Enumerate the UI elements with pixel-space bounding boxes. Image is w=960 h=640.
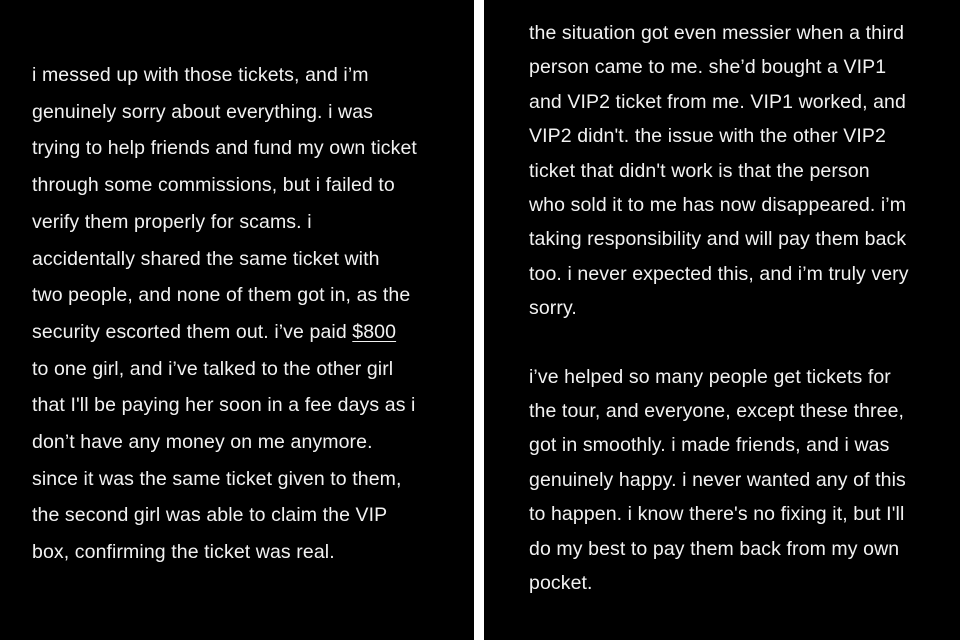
- text-line: genuinely happy. i never wanted any of this: [529, 468, 906, 491]
- text-fragment: security escorted them out. i’ve paid: [32, 320, 353, 343]
- text-line: since it was the same ticket given to them,: [32, 467, 402, 490]
- text-line: sorry.: [529, 297, 577, 320]
- text-line-with-amount: [32, 314, 456, 351]
- amount-link[interactable]: $800: [352, 320, 397, 343]
- text-line: genuinely sorry about everything. i was: [32, 100, 373, 123]
- text-line: box, confirming the ticket was real.: [32, 541, 335, 564]
- text-line: who sold it to me has now disappeared. i’m: [529, 194, 907, 217]
- text-line: the situation got even messier when a third: [529, 22, 905, 44]
- text-line: do my best to pay them back from my own: [529, 537, 900, 560]
- text-line: don’t have any money on me anymore.: [32, 431, 373, 454]
- text-line: and VIP2 ticket from me. VIP1 worked, and: [529, 90, 906, 113]
- text-line: ticket that didn't work is that the person: [529, 159, 870, 182]
- text-line: pocket.: [529, 572, 593, 595]
- right-message-body: [484, 16, 960, 601]
- right-text-panel: [484, 0, 960, 640]
- text-line: too. i never expected this, and i’m truly very: [529, 262, 909, 285]
- text-line: person came to me. she’d bought a VIP1: [529, 56, 887, 79]
- text-line: to one girl, and i’ve talked to the other girl: [32, 357, 394, 380]
- text-line: the tour, and everyone, except these three,: [529, 400, 905, 423]
- text-line: two people, and none of them got in, as the: [32, 284, 411, 307]
- text-line: got in smoothly. i made friends, and i was: [529, 434, 890, 457]
- text-line: i messed up with those tickets, and i’m: [32, 64, 369, 86]
- left-message-body: [0, 57, 474, 571]
- paragraph-gap: [529, 326, 920, 360]
- text-line: the second girl was able to claim the VIP: [32, 504, 388, 527]
- text-line: VIP2 didn't. the issue with the other VIP2: [529, 125, 886, 148]
- text-line: trying to help friends and fund my own ticket: [32, 137, 417, 160]
- text-line: accidentally shared the same ticket with: [32, 247, 380, 270]
- text-line: to happen. i know there's no fixing it, but I'll: [529, 503, 905, 526]
- text-line: taking responsibility and will pay them back: [529, 228, 907, 251]
- text-line: i’ve helped so many people get tickets for: [529, 365, 891, 388]
- text-line: that I'll be paying her soon in a fee days as i: [32, 394, 416, 417]
- text-line: verify them properly for scams. i: [32, 210, 312, 233]
- left-text-panel: [0, 0, 474, 640]
- text-line: through some commissions, but i failed to: [32, 174, 395, 197]
